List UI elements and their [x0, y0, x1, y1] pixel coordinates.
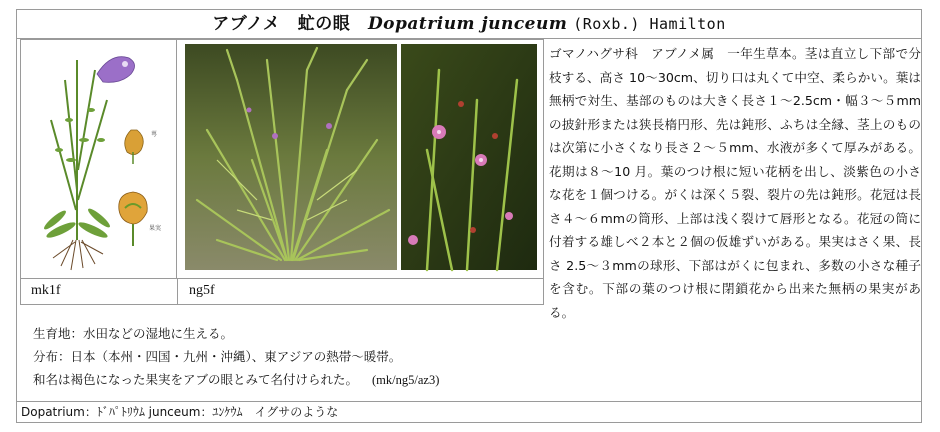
notes-block [33, 322, 439, 392]
photo-flowers [401, 44, 537, 270]
calyx-label: 萼 [151, 131, 158, 138]
japanese-name: アブノメ 虻の眼 [212, 14, 351, 34]
scientific-name: Dopatrium junceum [367, 14, 568, 34]
source-code: (mk/ng5/az3) [372, 373, 440, 387]
botanical-illustration [21, 40, 177, 278]
footer-etymology: Dopatrium：ﾄﾞﾊﾟﾄﾘｳﾑ junceum：ﾕﾝｹｳﾑ イグサのような [17, 401, 921, 422]
etymology-line [33, 368, 439, 392]
photo-clump [185, 44, 397, 270]
distribution-note: 分布：日本（本州・四国・九州・沖縄）、東アジアの熱帯～暖帯。 [33, 349, 402, 364]
sheet [16, 9, 922, 423]
author-citation: (Roxb.) Hamilton [573, 15, 726, 33]
caption-row [21, 278, 543, 305]
caption-illustration: mk1f [31, 283, 61, 298]
habitat-note: 生育地：水田などの湿地に生える。 [33, 326, 234, 341]
figure-table [20, 39, 544, 305]
description-text: ゴマノハグサ科 アブノメ属 一年生草本。茎は直立し下部で分枝する、高さ 10～30cm、切り口は丸くて中空、柔らかい。葉は無柄で対生、基部のものは大きく長さ１～2.5cm・幅３～５mmの披針形または狭長楕円形、先は鈍形、ふちは全縁、茎上のものは次第に小さくなり長さ２～５mm、水液が多くて厚みがある。花期は８～10 月。葉のつけ根に短い花柄を出し、淡紫色の小さな花を１個つける。がくは深く５裂、裂片の先は鈍形。花冠は長さ４～６mmの筒形、上部は浅く裂けて唇形となる。花冠の筒に付着する雄しべ２本と２個の仮雄ずいがある。果実はさく果、長さ 2.5～３mmの球形、下部はがくに包まれ、多数の小さな種子を含む。下部の葉のつけ根に閉鎖花から出来た無柄の果実がある。 [549, 46, 921, 320]
caption-divider [177, 279, 178, 305]
caption-photo: ng5f [189, 283, 215, 298]
photo-panel [177, 40, 543, 278]
etymology-note: 和名は褐色になった果実をアブの眼とみて名付けられた。 [33, 372, 359, 387]
fruit-label: 果実 [149, 225, 162, 232]
page-title [17, 10, 921, 39]
